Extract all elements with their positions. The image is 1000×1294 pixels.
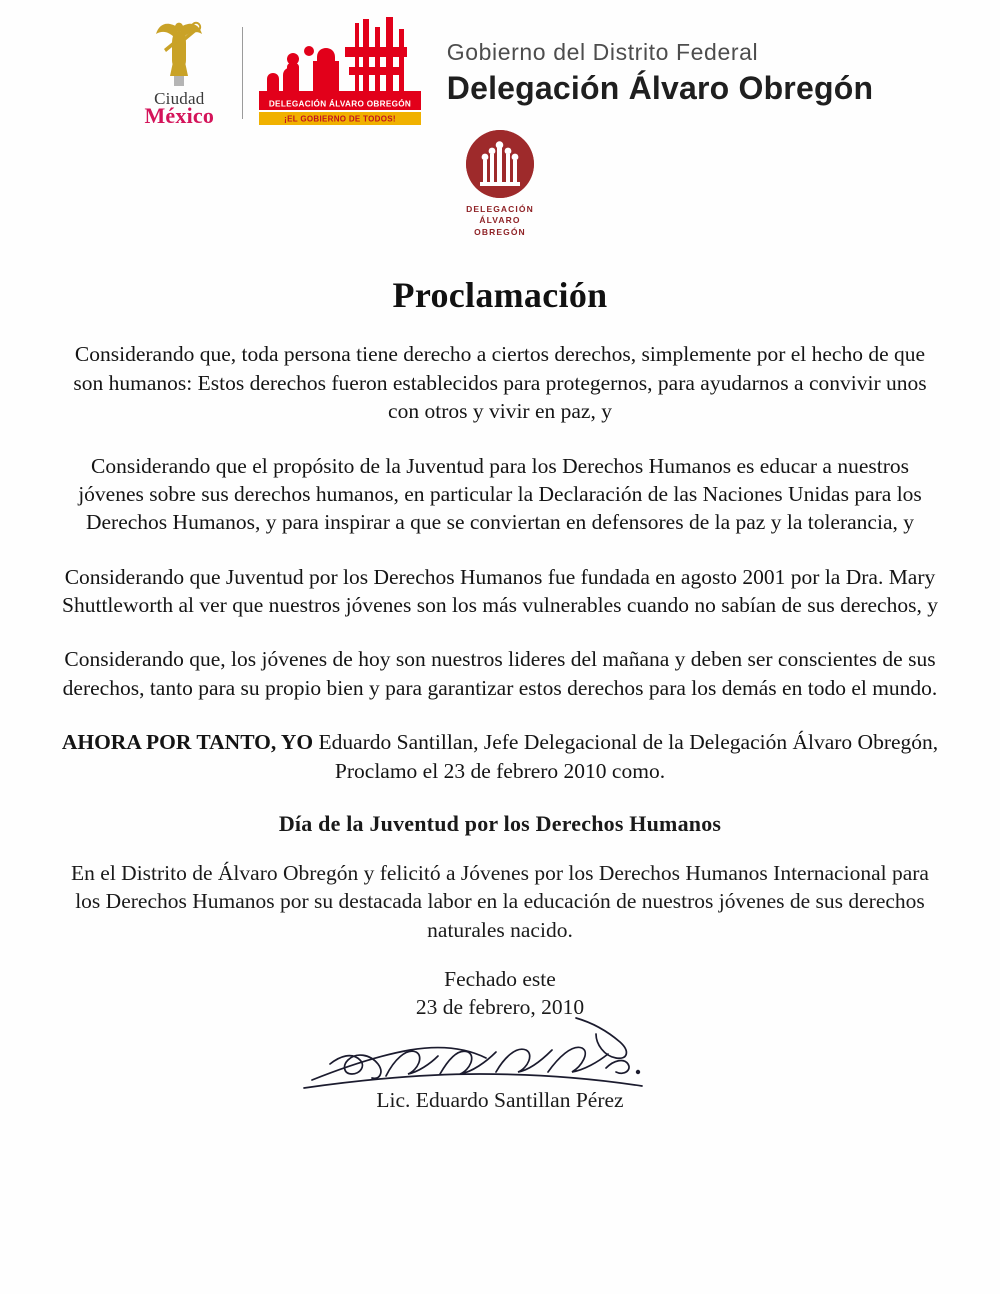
document-body	[60, 316, 940, 1113]
svg-text:DELEGACIÓN ÁLVARO OBREGÓN: DELEGACIÓN ÁLVARO OBREGÓN	[268, 99, 411, 109]
seal-icon	[466, 130, 534, 198]
signature-image	[290, 1016, 710, 1102]
angel-independencia-icon	[153, 18, 205, 88]
seal-caption	[466, 204, 534, 238]
paragraph-4: Considerando que, los jóvenes de hoy son nuestros lideres del mañana y deben ser conscientes de sus derechos, tanto para su propio bien y para garantizar estos derechos para los demás en todo el mundo.	[62, 647, 938, 700]
dated-lines	[416, 966, 584, 1022]
seal-caption-line3: OBREGÓN	[474, 226, 526, 237]
delegation-seal	[0, 130, 1000, 238]
resolution-paragraph	[60, 728, 940, 785]
page-title: Proclamación	[392, 275, 608, 316]
dated-label: Fechado este	[444, 967, 556, 992]
resolution-rest: Eduardo Santillan, Jefe Delegacional de la Delegación Álvaro Obregón, Proclamo el 23 de febrero 2010 como.	[313, 730, 939, 783]
header-titles	[447, 39, 873, 107]
resolution-lead: AHORA POR TANTO, YO	[61, 730, 314, 755]
seal-caption-line1: DELEGACIÓN	[466, 204, 534, 214]
proclaimed-day: Día de la Juventud por los Derechos Humanos	[278, 810, 722, 836]
cdmx-wordmark	[144, 90, 214, 127]
government-title: Gobierno del Distrito Federal	[446, 39, 759, 65]
dated-value: 23 de febrero, 2010	[415, 994, 585, 1019]
document-header	[0, 0, 1000, 128]
delegation-emblem-icon	[259, 17, 421, 129]
closing-paragraph: En el Distrito de Álvaro Obregón y felicitó a Jóvenes por los Derechos Humanos Internacional para los Derechos Humanos por su destacada labor en la educación de nuestros jóvenes de sus derechos naturales nacido.	[71, 860, 929, 942]
cdmx-logo	[127, 18, 232, 128]
signature-block	[60, 966, 940, 1113]
delegation-title: Delegación Álvaro Obregón	[446, 70, 874, 106]
svg-text:¡EL GOBIERNO DE TODOS!: ¡EL GOBIERNO DE TODOS!	[283, 114, 396, 124]
cdmx-wordmark-line1: Ciudad	[154, 89, 205, 108]
paragraph-3: Considerando que Juventud por los Derechos Humanos fue fundada en agosto 2001 por la Dra. Mary Shuttleworth al ver que nuestros jóvenes son los más vulnerables cuando no sabían de sus derechos, y	[62, 564, 938, 618]
signatory-name: Lic. Eduardo Santillan Pérez	[376, 1087, 624, 1112]
paragraph-1: Considerando que, toda persona tiene derecho a ciertos derechos, simplemente por el hecho de que son humanos: Estos derechos fueron establecidos para protegernos, para ayudarnos a convivir unos con otros y vivir en paz, y	[73, 342, 927, 424]
paragraph-2: Considerando que el propósito de la Juventud para los Derechos Humanos es educar a nuestros jóvenes sobre sus derechos humanos, en particular la Declaración de las Naciones Unidas para los Derechos Humanos, y para inspirar a que se conviertan en defensores de la paz y la tolerancia, y	[78, 453, 922, 535]
cdmx-wordmark-line2: México	[144, 103, 215, 128]
header-divider	[242, 27, 243, 119]
seal-caption-line2: ÁLVARO	[479, 215, 521, 226]
